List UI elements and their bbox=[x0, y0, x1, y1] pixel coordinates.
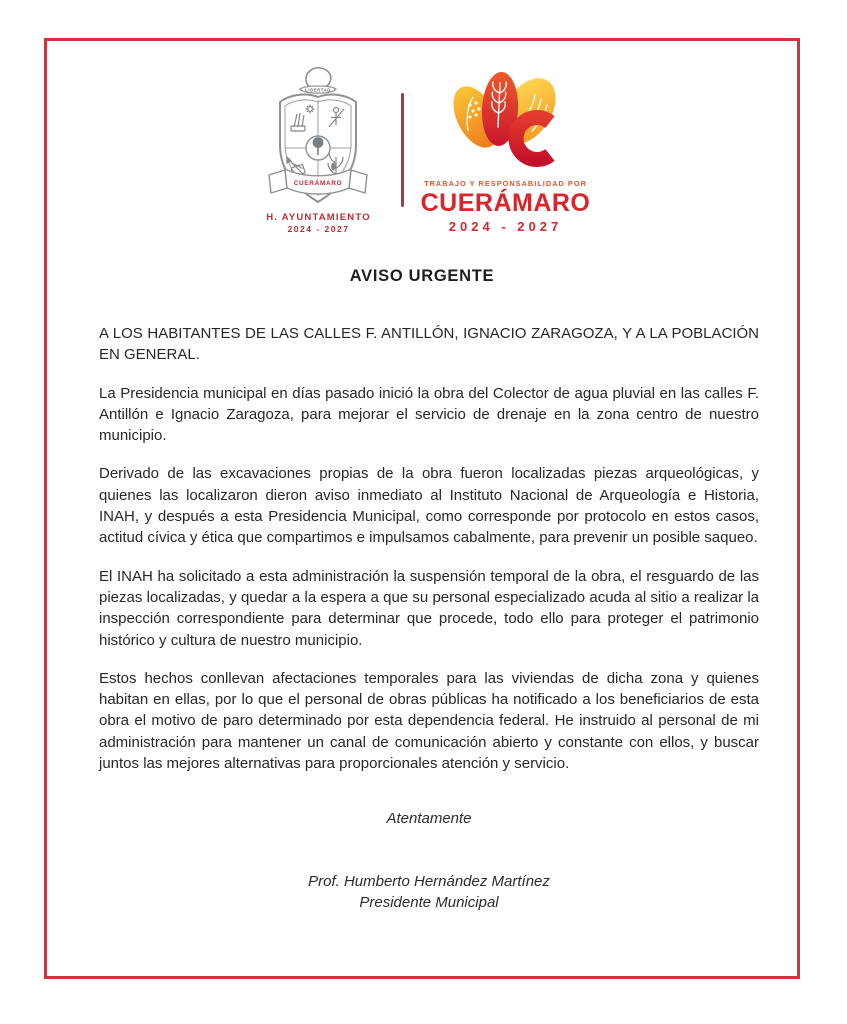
paragraph-impact: Estos hechos conllevan afectaciones temporales para las viviendas de dicha zona y quienes habitan en ellas, por lo que el personal de obras públicas ha notificado a los beneficiarios de esta obra el motivo de paro determinado por esta dependencia federal. He instruido al personal de mi administración para mantener un canal de comunicación abierto y constante con ellos, y buscar juntos las mejores alternativas para proporcionales atención y servicio. bbox=[99, 669, 759, 773]
crest-term-label: 2024 - 2027 bbox=[287, 224, 350, 234]
letterhead bbox=[47, 65, 797, 234]
signer-title: Presidente Municipal bbox=[359, 894, 499, 912]
notice-red-frame bbox=[44, 38, 800, 979]
paragraph-addressees: A LOS HABITANTES DE LAS CALLES F. ANTILLÓN, IGNACIO ZARAGOZA, Y A LA POBLACIÓN EN GENERAL. bbox=[99, 325, 759, 364]
notice-body bbox=[47, 286, 797, 913]
brand-name: CUERÁMARO bbox=[420, 189, 591, 217]
coat-of-arms-icon bbox=[259, 65, 379, 205]
brand-c-icon bbox=[440, 65, 572, 171]
signature-block bbox=[99, 810, 759, 913]
brand-tagline: TRABAJO Y RESPONSABILIDAD POR bbox=[424, 179, 587, 188]
coat-of-arms-block bbox=[254, 65, 384, 234]
paragraph-findings: Derivado de las excavaciones propias de la obra fueron localizadas piezas arqueológicas, y quienes las localizaron dieron aviso inmediato al Instituto Nacional de Arqueología e Historia, INAH, y después a esta Presidencia Municipal, como corresponde por protocolo en estos casos, actitud cívica y ética que compartimos e impulsamos cabalmente, para prevenir un posible saqueo. bbox=[99, 465, 759, 547]
notice-title: AVISO URGENTE bbox=[349, 267, 495, 285]
paragraph-inah-request: El INAH ha solicitado a esta administración la suspensión temporal de la obra, el resguardo de las piezas localizadas, y quedar a la espera a que su personal especializado acuda al sitio a realizar la inspección correspondiente para determinar que procede, todo ello para proteger el patrimonio histórico y cultura de nuestro municipio. bbox=[99, 567, 759, 649]
crest-org-label: H. AYUNTAMIENTO bbox=[266, 212, 371, 223]
header-divider bbox=[401, 93, 404, 207]
signer-name: Prof. Humberto Hernández Martínez bbox=[308, 873, 550, 891]
closing-label: Atentamente bbox=[386, 810, 472, 828]
paragraph-work-start: La Presidencia municipal en días pasado inició la obra del Colector de agua pluvial en las calles F. Antillón e Ignacio Zaragoza, para mejorar el servicio de drenaje en la zona centro de nuestro municipio. bbox=[99, 384, 759, 445]
brand-logo-block bbox=[421, 65, 591, 234]
brand-term: 2024 - 2027 bbox=[448, 219, 563, 234]
crest-hat-label: LIBERTAD bbox=[304, 87, 331, 93]
crest-banner-label: CUERÁMARO bbox=[293, 180, 342, 187]
